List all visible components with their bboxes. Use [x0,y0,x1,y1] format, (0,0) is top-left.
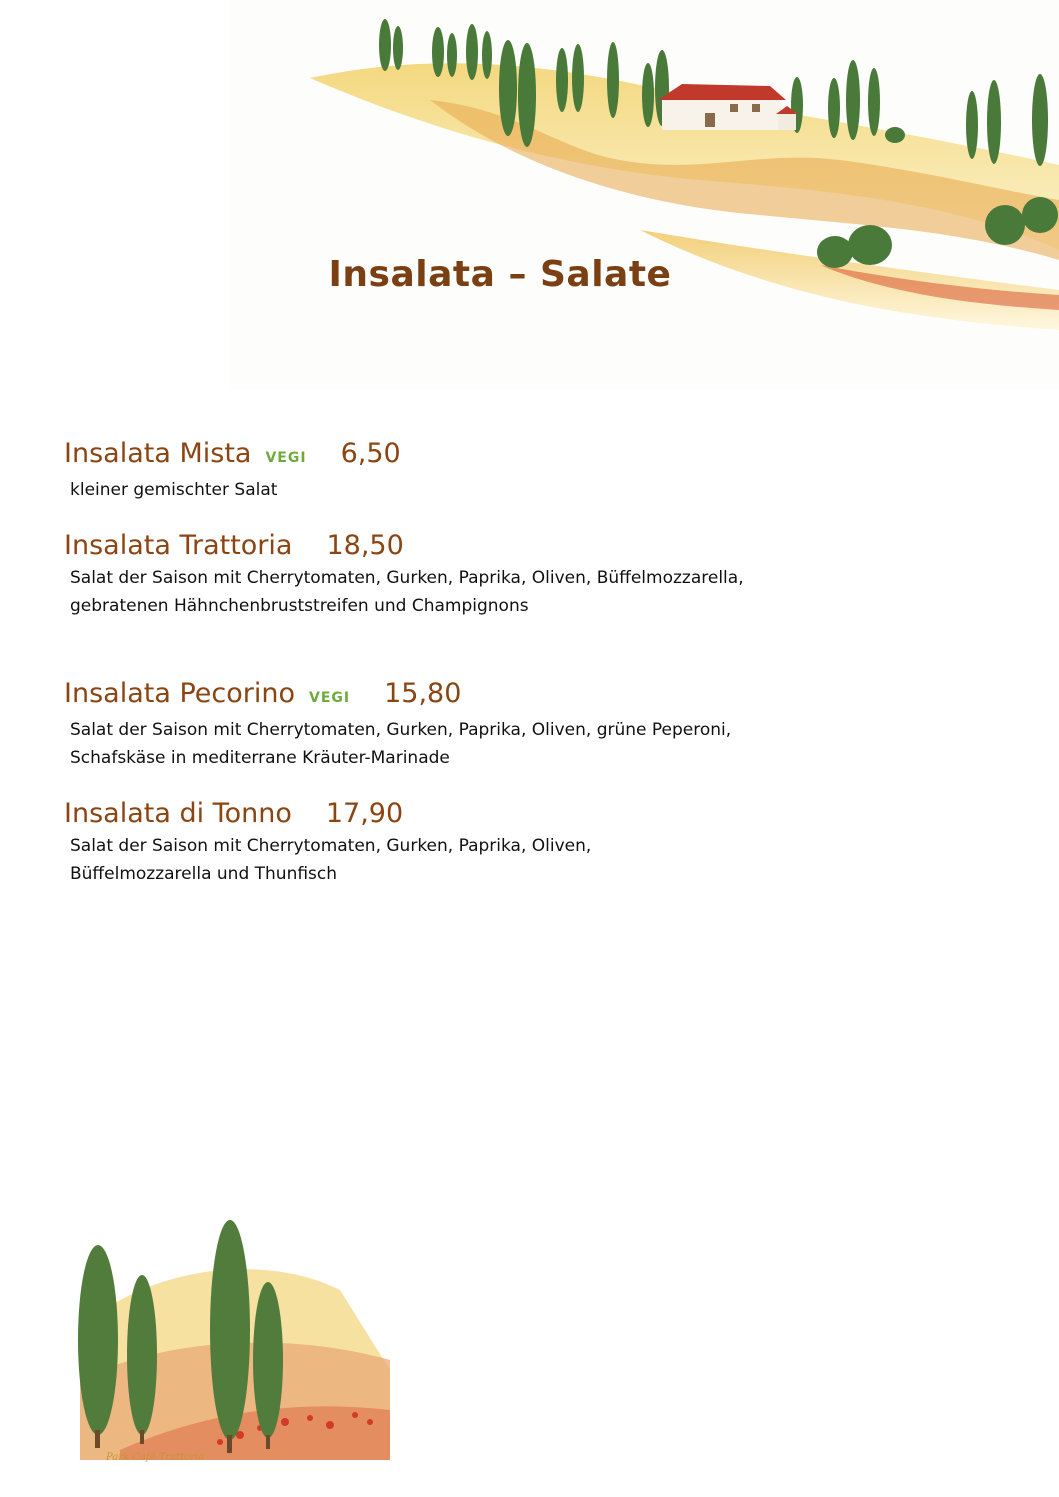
description-line: Schafskäse in mediterrane Kräuter-Marinade [70,748,450,768]
description-line: Salat der Saison mit Cherrytomaten, Gurken, Paprika, Oliven, [70,836,592,856]
vegi-badge: VEGI [265,450,307,466]
cypress-trees-illustration [60,1210,410,1480]
item-name: Insalata di Tonno [64,798,292,829]
menu-item [64,796,964,888]
item-price: 18,50 [326,530,404,561]
item-price: 15,80 [384,678,462,709]
description-line: Salat der Saison mit Cherrytomaten, Gurken, Paprika, Oliven, grüne Peperoni, [70,720,732,740]
item-price: 6,50 [340,438,401,469]
menu-item [64,676,964,772]
item-price: 17,90 [325,798,404,829]
item-description [70,476,964,504]
menu-item [64,528,964,620]
item-description [70,832,964,888]
item-description [70,564,964,620]
page-title: Insalata – Salate [328,254,672,296]
item-name: Insalata Trattoria [64,530,293,561]
menu-item [64,436,964,504]
item-name: Insalata Pecorino [64,678,295,709]
description-line: Salat der Saison mit Cherrytomaten, Gurken, Paprika, Oliven, Büffelmozzarella, [70,568,744,588]
item-name: Insalata Mista [64,438,252,469]
item-description [70,716,964,772]
description-line: gebratenen Hähnchenbruststreifen und Champignons [70,596,529,616]
vegi-badge: VEGI [308,690,351,706]
description-line: kleiner gemischter Salat [70,480,278,500]
illustration-credit: Park Café Trattoria [106,1452,205,1463]
tuscan-landscape-illustration [0,0,1059,400]
description-line: Büffelmozzarella und Thunfisch [70,864,338,884]
menu-list [64,436,964,888]
